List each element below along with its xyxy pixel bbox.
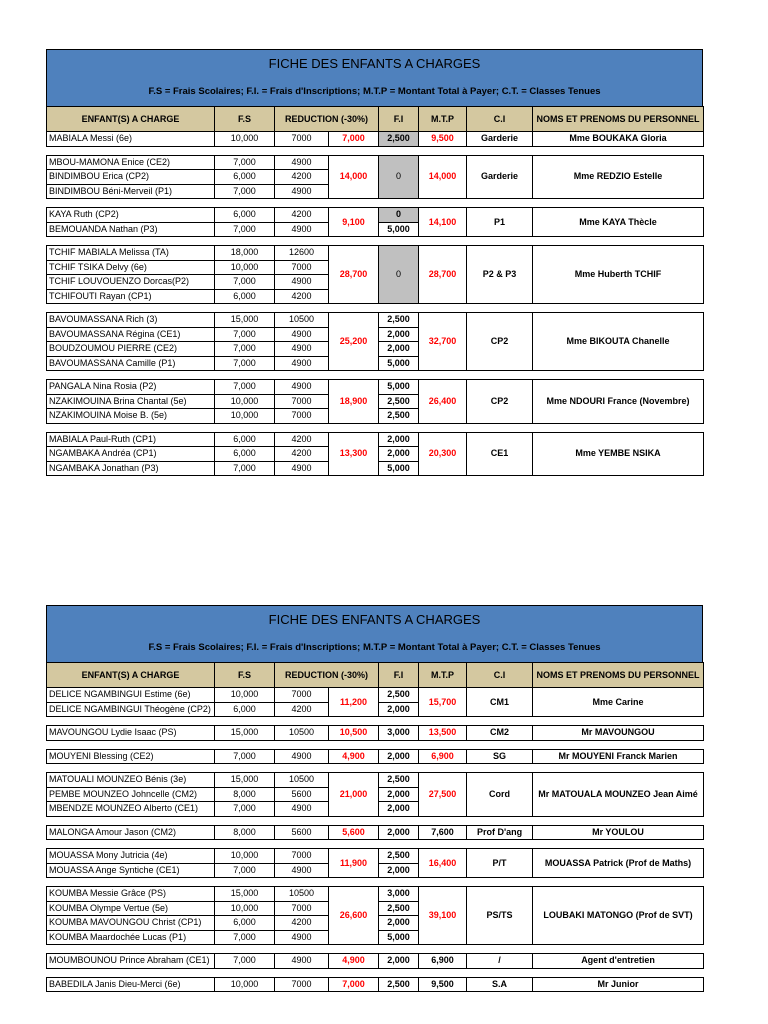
total-to-pay: 14,000	[419, 155, 467, 199]
school-fees: 10,000	[215, 260, 275, 275]
reduced-fee: 4900	[275, 275, 329, 290]
reduced-fee: 4900	[275, 184, 329, 199]
sheet-legend: F.S = Frais Scolaires; F.I. = Frais d'Inscriptions; M.T.P = Montant Total à Payer; C.T. = Classes Tenues	[148, 86, 601, 97]
reduction-total: 18,900	[329, 380, 379, 424]
staff-name: Mme YEMBE NSIKA	[533, 432, 704, 476]
table-row	[47, 749, 704, 764]
sheet-header	[46, 605, 703, 662]
child-name: DELICE NGAMBINGUI Estime (6e)	[47, 688, 215, 703]
staff-name: Mr MAVOUNGOU	[533, 726, 704, 741]
group-spacer	[47, 816, 704, 825]
group-spacer	[47, 878, 704, 887]
total-to-pay: 6,900	[419, 954, 467, 969]
children-table	[46, 662, 704, 992]
class-taught: P1	[467, 208, 533, 237]
reduced-fee: 10500	[275, 887, 329, 902]
staff-name: Mr MOUYENI Franck Marien	[533, 749, 704, 764]
staff-name: Mme BOUKAKA Gloria	[533, 132, 704, 147]
staff-name: Mme BIKOUTA Chanelle	[533, 313, 704, 371]
class-taught: S.A	[467, 977, 533, 992]
reduction-total: 26,600	[329, 887, 379, 945]
reduction-total: 14,000	[329, 155, 379, 199]
class-taught: CM2	[467, 726, 533, 741]
school-fees: 15,000	[215, 726, 275, 741]
registration-fee: 2,000	[379, 327, 419, 342]
registration-fee: 5,000	[379, 380, 419, 395]
staff-name: Mr MATOUALA MOUNZEO Jean Aimé	[533, 773, 704, 817]
class-taught: Garderie	[467, 155, 533, 199]
child-name: BAVOUMASSANA Camille (P1)	[47, 356, 215, 371]
school-fees: 10,000	[215, 394, 275, 409]
child-name: KOUMBA Messie Grâce (PS)	[47, 887, 215, 902]
school-fees: 6,000	[215, 208, 275, 223]
reduced-fee: 5600	[275, 825, 329, 840]
reduced-fee: 10500	[275, 773, 329, 788]
group-spacer	[47, 840, 704, 849]
school-fees: 15,000	[215, 313, 275, 328]
total-to-pay: 16,400	[419, 849, 467, 878]
column-header: F.I	[379, 107, 419, 132]
table-row	[47, 849, 704, 864]
group-spacer	[47, 146, 704, 155]
staff-name: Mr YOULOU	[533, 825, 704, 840]
registration-fee: 5,000	[379, 930, 419, 945]
total-to-pay: 28,700	[419, 246, 467, 304]
school-fees: 15,000	[215, 773, 275, 788]
child-name: NGAMBAKA Andréa (CP1)	[47, 447, 215, 462]
school-fees: 7,000	[215, 327, 275, 342]
school-fees: 18,000	[215, 246, 275, 261]
school-fees: 7,000	[215, 461, 275, 476]
table-row	[47, 726, 704, 741]
reduced-fee: 10500	[275, 313, 329, 328]
reduced-fee: 4900	[275, 930, 329, 945]
school-fees: 8,000	[215, 825, 275, 840]
total-to-pay: 9,500	[419, 977, 467, 992]
class-taught: P2 & P3	[467, 246, 533, 304]
registration-fee: 0	[379, 155, 419, 199]
staff-name: MOUASSA Patrick (Prof de Maths)	[533, 849, 704, 878]
table-row	[47, 887, 704, 902]
table-row	[47, 380, 704, 395]
reduced-fee: 4900	[275, 342, 329, 357]
group-spacer	[47, 371, 704, 380]
table-row	[47, 155, 704, 170]
group-spacer	[47, 740, 704, 749]
school-fees: 7,000	[215, 930, 275, 945]
sheet-title: FICHE DES ENFANTS A CHARGES	[268, 56, 481, 71]
group-spacer	[47, 717, 704, 726]
reduction-total: 7,000	[329, 132, 379, 147]
child-name: KAYA Ruth (CP2)	[47, 208, 215, 223]
total-to-pay: 39,100	[419, 887, 467, 945]
staff-name: Mme Carine	[533, 688, 704, 717]
reduction-total: 9,100	[329, 208, 379, 237]
reduction-total: 4,900	[329, 954, 379, 969]
reduced-fee: 7000	[275, 132, 329, 147]
school-fees: 10,000	[215, 688, 275, 703]
class-taught: Garderie	[467, 132, 533, 147]
registration-fee: 0	[379, 246, 419, 304]
reduced-fee: 4200	[275, 702, 329, 717]
child-name: MOUYENI Blessing (CE2)	[47, 749, 215, 764]
child-name: BOUDZOUMOU PIERRE (CE2)	[47, 342, 215, 357]
total-to-pay: 27,500	[419, 773, 467, 817]
reduced-fee: 4900	[275, 155, 329, 170]
staff-name: LOUBAKI MATONGO (Prof de SVT)	[533, 887, 704, 945]
staff-name: Mme REDZIO Estelle	[533, 155, 704, 199]
registration-fee: 2,000	[379, 702, 419, 717]
child-name: KOUMBA MAVOUNGOU Christ (CP1)	[47, 916, 215, 931]
child-name: KOUMBA Maardochée Lucas (P1)	[47, 930, 215, 945]
child-name: MATOUALI MOUNZEO Bénis (3e)	[47, 773, 215, 788]
total-to-pay: 9,500	[419, 132, 467, 147]
reduction-total: 25,200	[329, 313, 379, 371]
group-spacer	[47, 945, 704, 954]
school-fees: 10,000	[215, 132, 275, 147]
reduction-total: 4,900	[329, 749, 379, 764]
class-taught: CE1	[467, 432, 533, 476]
registration-fee: 5,000	[379, 356, 419, 371]
sheet-2	[46, 605, 703, 992]
reduced-fee: 4200	[275, 916, 329, 931]
child-name: NZAKIMOUINA Brina Chantal (5e)	[47, 394, 215, 409]
reduced-fee: 10500	[275, 726, 329, 741]
school-fees: 10,000	[215, 409, 275, 424]
registration-fee: 2,000	[379, 749, 419, 764]
registration-fee: 5,000	[379, 222, 419, 237]
reduction-total: 5,600	[329, 825, 379, 840]
reduction-total: 21,000	[329, 773, 379, 817]
child-name: PANGALA Nina Rosia (P2)	[47, 380, 215, 395]
sheet-1	[46, 49, 703, 476]
column-header-row	[47, 663, 704, 688]
registration-fee: 5,000	[379, 461, 419, 476]
registration-fee: 2,500	[379, 409, 419, 424]
class-taught: CP2	[467, 380, 533, 424]
group-spacer	[47, 423, 704, 432]
class-taught: SG	[467, 749, 533, 764]
total-to-pay: 26,400	[419, 380, 467, 424]
child-name: TCHIF MABIALA Melissa (TA)	[47, 246, 215, 261]
reduced-fee: 7000	[275, 260, 329, 275]
reduced-fee: 7000	[275, 409, 329, 424]
table-row	[47, 132, 704, 147]
column-header: F.S	[215, 107, 275, 132]
reduction-total: 7,000	[329, 977, 379, 992]
column-header: M.T.P	[419, 663, 467, 688]
school-fees: 8,000	[215, 787, 275, 802]
staff-name: Mme Huberth TCHIF	[533, 246, 704, 304]
column-header: NOMS ET PRENOMS DU PERSONNEL	[533, 107, 704, 132]
registration-fee: 2,000	[379, 432, 419, 447]
group-spacer	[47, 304, 704, 313]
column-header-row	[47, 107, 704, 132]
registration-fee: 2,500	[379, 773, 419, 788]
child-name: BABEDILA Janis Dieu-Merci (6e)	[47, 977, 215, 992]
column-header: C.I	[467, 107, 533, 132]
table-row	[47, 313, 704, 328]
staff-name: Mme KAYA Thècle	[533, 208, 704, 237]
school-fees: 6,000	[215, 432, 275, 447]
registration-fee: 2,000	[379, 863, 419, 878]
child-name: NGAMBAKA Jonathan (P3)	[47, 461, 215, 476]
total-to-pay: 7,600	[419, 825, 467, 840]
child-name: BAVOUMASSANA Régina (CE1)	[47, 327, 215, 342]
school-fees: 7,000	[215, 222, 275, 237]
child-name: MAVOUNGOU Lydie Isaac (PS)	[47, 726, 215, 741]
child-name: MABIALA Messi (6e)	[47, 132, 215, 147]
child-name: MBOU-MAMONA Enice (CE2)	[47, 155, 215, 170]
school-fees: 6,000	[215, 916, 275, 931]
column-header: ENFANT(S) A CHARGE	[47, 107, 215, 132]
registration-fee: 2,500	[379, 313, 419, 328]
staff-name: Mme NDOURI France (Novembre)	[533, 380, 704, 424]
reduced-fee: 4900	[275, 461, 329, 476]
total-to-pay: 13,500	[419, 726, 467, 741]
reduced-fee: 4900	[275, 327, 329, 342]
group-spacer	[47, 199, 704, 208]
school-fees: 10,000	[215, 977, 275, 992]
child-name: MABIALA Paul-Ruth (CP1)	[47, 432, 215, 447]
registration-fee: 2,000	[379, 342, 419, 357]
reduced-fee: 4900	[275, 863, 329, 878]
child-name: MOUMBOUNOU Prince Abraham (CE1)	[47, 954, 215, 969]
staff-name: Mr Junior	[533, 977, 704, 992]
column-header: REDUCTION (-30%)	[275, 107, 379, 132]
total-to-pay: 20,300	[419, 432, 467, 476]
class-taught: PS/TS	[467, 887, 533, 945]
child-name: TCHIF TSIKA Delvy (6e)	[47, 260, 215, 275]
children-table	[46, 106, 704, 476]
reduced-fee: 5600	[275, 787, 329, 802]
child-name: BINDIMBOU Erica (CP2)	[47, 170, 215, 185]
child-name: DELICE NGAMBINGUI Théogène (CP2)	[47, 702, 215, 717]
sheet-title: FICHE DES ENFANTS A CHARGES	[268, 612, 481, 627]
registration-fee: 2,500	[379, 688, 419, 703]
registration-fee: 0	[379, 208, 419, 223]
school-fees: 7,000	[215, 863, 275, 878]
column-header: ENFANT(S) A CHARGE	[47, 663, 215, 688]
class-taught: CP2	[467, 313, 533, 371]
table-row	[47, 246, 704, 261]
table-row	[47, 977, 704, 992]
group-spacer	[47, 968, 704, 977]
column-header: REDUCTION (-30%)	[275, 663, 379, 688]
reduction-total: 13,300	[329, 432, 379, 476]
class-taught: CM1	[467, 688, 533, 717]
school-fees: 7,000	[215, 184, 275, 199]
reduced-fee: 7000	[275, 688, 329, 703]
sheet-legend: F.S = Frais Scolaires; F.I. = Frais d'Inscriptions; M.T.P = Montant Total à Payer; C.T. = Classes Tenues	[148, 642, 601, 653]
child-name: TCHIFOUTI Rayan (CP1)	[47, 289, 215, 304]
registration-fee: 2,000	[379, 802, 419, 817]
school-fees: 7,000	[215, 749, 275, 764]
registration-fee: 3,000	[379, 726, 419, 741]
class-taught: P/T	[467, 849, 533, 878]
child-name: BINDIMBOU Béni-Merveil (P1)	[47, 184, 215, 199]
reduced-fee: 4900	[275, 954, 329, 969]
total-to-pay: 32,700	[419, 313, 467, 371]
registration-fee: 2,000	[379, 787, 419, 802]
registration-fee: 2,500	[379, 901, 419, 916]
group-spacer	[47, 237, 704, 246]
school-fees: 10,000	[215, 901, 275, 916]
school-fees: 7,000	[215, 342, 275, 357]
child-name: MOUASSA Mony Jutricia (4e)	[47, 849, 215, 864]
reduced-fee: 4200	[275, 432, 329, 447]
column-header: M.T.P	[419, 107, 467, 132]
school-fees: 7,000	[215, 380, 275, 395]
school-fees: 7,000	[215, 155, 275, 170]
reduced-fee: 4200	[275, 170, 329, 185]
school-fees: 7,000	[215, 802, 275, 817]
table-row	[47, 208, 704, 223]
table-row	[47, 773, 704, 788]
reduction-total: 11,900	[329, 849, 379, 878]
school-fees: 7,000	[215, 356, 275, 371]
reduced-fee: 4900	[275, 222, 329, 237]
column-header: F.I	[379, 663, 419, 688]
school-fees: 6,000	[215, 289, 275, 304]
child-name: KOUMBA Olympe Vertue (5e)	[47, 901, 215, 916]
reduced-fee: 4200	[275, 208, 329, 223]
reduced-fee: 4900	[275, 802, 329, 817]
registration-fee: 2,000	[379, 916, 419, 931]
reduced-fee: 4200	[275, 447, 329, 462]
reduced-fee: 4900	[275, 380, 329, 395]
column-header: F.S	[215, 663, 275, 688]
registration-fee: 2,500	[379, 849, 419, 864]
total-to-pay: 15,700	[419, 688, 467, 717]
registration-fee: 2,500	[379, 132, 419, 147]
table-row	[47, 954, 704, 969]
registration-fee: 2,500	[379, 977, 419, 992]
child-name: BAVOUMASSANA Rich (3)	[47, 313, 215, 328]
school-fees: 10,000	[215, 849, 275, 864]
class-taught: Prof D'ang	[467, 825, 533, 840]
school-fees: 15,000	[215, 887, 275, 902]
reduced-fee: 4200	[275, 289, 329, 304]
school-fees: 7,000	[215, 275, 275, 290]
registration-fee: 2,000	[379, 447, 419, 462]
group-spacer	[47, 764, 704, 773]
school-fees: 6,000	[215, 702, 275, 717]
table-row	[47, 825, 704, 840]
child-name: PEMBE MOUNZEO Johncelle (CM2)	[47, 787, 215, 802]
registration-fee: 2,000	[379, 954, 419, 969]
staff-name: Agent d'entretien	[533, 954, 704, 969]
school-fees: 6,000	[215, 447, 275, 462]
column-header: C.I	[467, 663, 533, 688]
table-row	[47, 432, 704, 447]
child-name: NZAKIMOUINA Moise B. (5e)	[47, 409, 215, 424]
school-fees: 7,000	[215, 954, 275, 969]
reduced-fee: 4900	[275, 356, 329, 371]
school-fees: 6,000	[215, 170, 275, 185]
reduced-fee: 4900	[275, 749, 329, 764]
child-name: MOUASSA Ange Syntiche (CE1)	[47, 863, 215, 878]
reduction-total: 10,500	[329, 726, 379, 741]
registration-fee: 3,000	[379, 887, 419, 902]
table-row	[47, 688, 704, 703]
total-to-pay: 14,100	[419, 208, 467, 237]
total-to-pay: 6,900	[419, 749, 467, 764]
reduction-total: 11,200	[329, 688, 379, 717]
child-name: BEMOUANDA Nathan (P3)	[47, 222, 215, 237]
child-name: MBENDZE MOUNZEO Alberto (CE1)	[47, 802, 215, 817]
child-name: TCHIF LOUVOUENZO Dorcas(P2)	[47, 275, 215, 290]
sheet-header	[46, 49, 703, 106]
reduction-total: 28,700	[329, 246, 379, 304]
reduced-fee: 7000	[275, 901, 329, 916]
reduced-fee: 7000	[275, 394, 329, 409]
child-name: MALONGA Amour Jason (CM2)	[47, 825, 215, 840]
reduced-fee: 7000	[275, 849, 329, 864]
registration-fee: 2,500	[379, 394, 419, 409]
class-taught: /	[467, 954, 533, 969]
reduced-fee: 12600	[275, 246, 329, 261]
registration-fee: 2,000	[379, 825, 419, 840]
class-taught: Cord	[467, 773, 533, 817]
reduced-fee: 7000	[275, 977, 329, 992]
column-header: NOMS ET PRENOMS DU PERSONNEL	[533, 663, 704, 688]
